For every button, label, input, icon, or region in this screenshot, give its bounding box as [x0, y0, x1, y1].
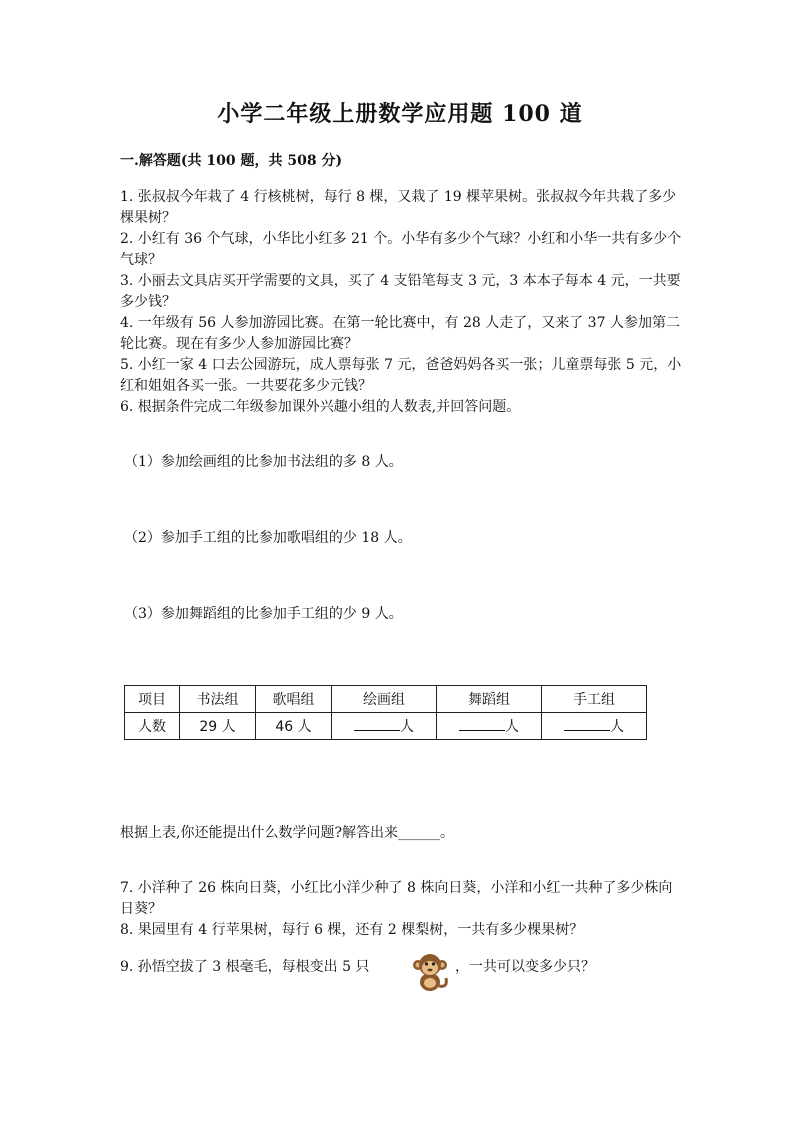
answer-blank[interactable] — [564, 716, 610, 731]
section-heading: 一.解答题(共 100 题，共 508 分) — [120, 153, 343, 169]
table-cell: 46 人 — [256, 713, 332, 740]
table-header-row — [125, 686, 647, 713]
question-6: 6. 根据条件完成二年级参加课外兴趣小组的人数表,并回答问题。 — [120, 399, 521, 415]
question-7: 7. 小洋种了 26 株向日葵，小红比小洋少种了 8 株向日葵，小洋和小红一共种了多少株向日葵？ — [120, 880, 673, 917]
question-3: 3. 小丽去文具店买开学需要的文具，买了 4 支铅笔每支 3 元，3 本本子每本 4 元，一共要多少钱？ — [120, 273, 681, 310]
table-row — [125, 713, 647, 740]
table-cell: 29 人 — [180, 713, 256, 740]
question-6-followup: 根据上表,你还能提出什么数学问题?解答出来______。 — [120, 825, 454, 841]
question-4: 4. 一年级有 56 人参加游园比赛。在第一轮比赛中，有 28 人走了，又来了 37 人参加第二轮比赛。现在有多少人参加游园比赛？ — [120, 315, 680, 352]
table-header-cell: 舞蹈组 — [437, 686, 542, 713]
question-6-condition-3: （3）参加舞蹈组的比参加手工组的少 9 人。 — [124, 606, 403, 622]
table-row-label: 人数 — [125, 713, 180, 740]
table-blank-cell[interactable]: 人 — [542, 713, 647, 740]
table-header-cell: 手工组 — [542, 686, 647, 713]
question-6-condition-2: （2）参加手工组的比参加歌唱组的少 18 人。 — [124, 530, 412, 546]
table-header-cell: 书法组 — [180, 686, 256, 713]
question-8: 8. 果园里有 4 行苹果树，每行 6 棵，还有 2 棵梨树，一共有多少棵果树？ — [120, 922, 584, 938]
table-header-cell: 项目 — [125, 686, 180, 713]
question-1: 1. 张叔叔今年栽了 4 行核桃树，每行 8 棵，又栽了 19 棵苹果树。张叔叔今年共栽了多少棵果树？ — [120, 189, 677, 226]
table-header-cell: 绘画组 — [332, 686, 437, 713]
question-6-condition-1: （1）参加绘画组的比参加书法组的多 8 人。 — [124, 454, 403, 470]
answer-blank[interactable] — [459, 716, 505, 731]
question-9-part-1: 9. 孙悟空拔了 3 根毫毛，每根变出 5 只 — [120, 959, 370, 975]
answer-blank[interactable] — [354, 716, 400, 731]
monkey-icon — [408, 950, 452, 994]
question-9-part-2: ，一共可以变多少只？ — [455, 959, 595, 975]
table-blank-cell[interactable]: 人 — [437, 713, 542, 740]
question-2: 2. 小红有 36 个气球，小华比小红多 21 个。小华有多少个气球？小红和小华一共有多少个气球？ — [120, 231, 682, 268]
table-header-cell: 歌唱组 — [256, 686, 332, 713]
interest-group-table — [124, 685, 647, 740]
table-blank-cell[interactable]: 人 — [332, 713, 437, 740]
question-5: 5. 小红一家 4 口去公园游玩，成人票每张 7 元，爸爸妈妈各买一张；儿童票每张 5 元，小红和姐姐各买一张。一共要花多少元钱？ — [120, 357, 682, 394]
page-title: 小学二年级上册数学应用题 100 道 — [217, 101, 583, 127]
